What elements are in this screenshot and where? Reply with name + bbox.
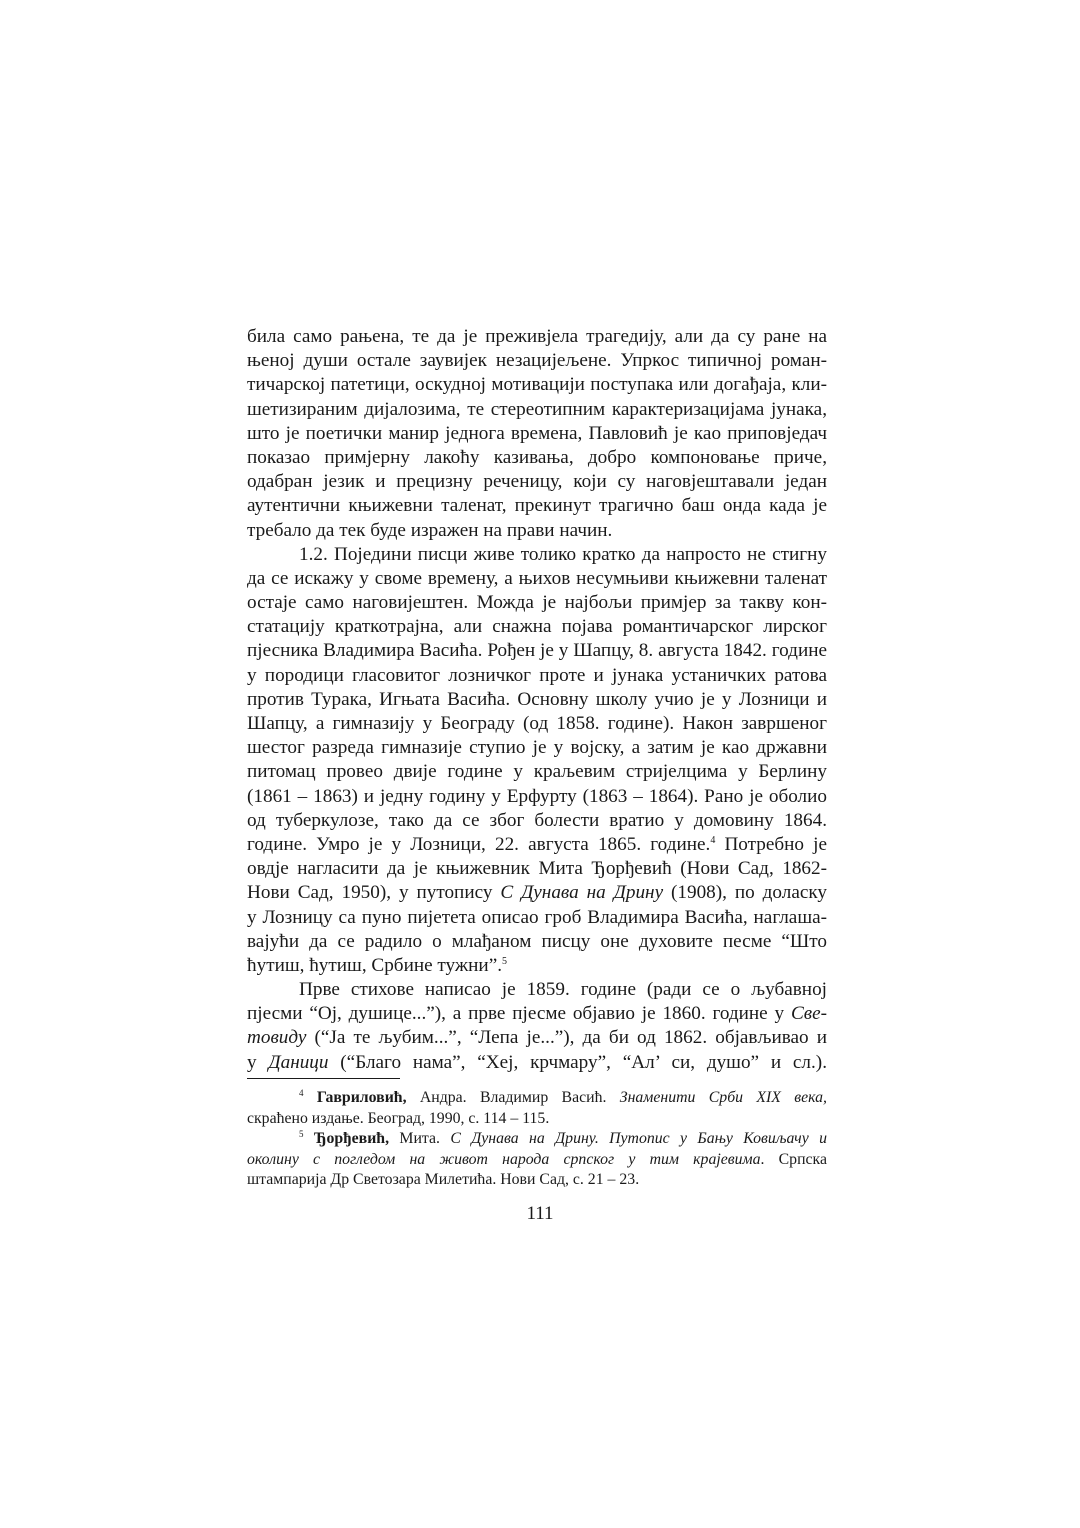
text-segment: у (247, 1051, 257, 1073)
text-line: одабран језик и прецизну реченицу, који су наговјештавали један (247, 471, 827, 493)
text-line (247, 833, 827, 857)
footnote-line: штампарија Др Светозара Милетића. Нови Сад, с. 21 – 23. (247, 1171, 640, 1189)
text-line: статацију краткотрајна, али снажна појава романтичарског лирског (247, 616, 827, 638)
text-line: шетизираним дијалозима, те стереотипним карактеризацијама јунака, (247, 398, 827, 420)
footnote-author: Ђорђевић, (313, 1130, 390, 1148)
italic-title: околину с погледом на живот народа српског у тим крајевима (247, 1150, 761, 1168)
text-segment: Мита. (389, 1130, 440, 1148)
text-segment: Андра. Владимир Васић. (406, 1089, 607, 1106)
text-line (247, 1002, 827, 1026)
footnote-author: Гавриловић, (316, 1089, 407, 1106)
text-line: 1.2. Поједини писци живе толико кратко да напросто не стигну (299, 543, 827, 565)
italic-title: Све- (790, 1003, 827, 1025)
text-line: што је поетички манир једнога времена, Павловић је као приповједач (247, 422, 827, 444)
text-line: овдје нагласити да је књижевник Мита Ђорђевић (Нови Сад, 1862- (247, 858, 827, 880)
text-segment: године. Умро је у Лозници, 22. августа 1865. године. (247, 833, 711, 855)
text-line: требало да тек буде изражен на прави начин. (247, 519, 613, 541)
text-line: била само рањена, те да је преживјела трагедију, али да су ране на (247, 326, 827, 347)
text-line: шестог разреда гимназије ступио је у војску, а затим је као државни (247, 737, 827, 759)
text-line: Прве стихове написао је 1859. године (ради се о љубавној (299, 979, 827, 1001)
text-line (247, 954, 827, 978)
text-segment: (“Благо нама”, “Хеј, крчмару”, “Ал’ си, душо” и сл.). (340, 1051, 827, 1073)
text-line: од туберкулозе, тако да се због болести вратио у домовину 1864. (247, 809, 827, 831)
text-segment: Нови Сад, 1950), у путопису (247, 882, 493, 904)
italic-title: товиду (247, 1027, 307, 1049)
footnote-ref[interactable]: 4 (710, 834, 716, 846)
main-text (247, 325, 827, 1075)
footnote-line (247, 1150, 827, 1171)
footnote-line: скраћено издање. Београд, 1990, с. 114 – 115. (247, 1109, 550, 1127)
text-line: у породици гласовитог лозничког проте и јунака устаничких ратова (247, 664, 827, 686)
text-line: аутентични књижевни таленат, прекинут трагично баш онда када је (247, 495, 827, 517)
text-line: пјесника Владимира Васића. Рођен је у Шапцу, 8. августа 1842. године (247, 640, 827, 662)
text-segment: ћутиш, ћутиш, Србине тужни”. (247, 954, 503, 976)
text-line: показао примјерну лакоћу казивања, добро компоновање приче, (247, 446, 827, 468)
text-segment: . Српска (760, 1150, 827, 1168)
text-line: тичарској патетици, оскудној мотивацији поступака или догађаја, кли- (247, 374, 827, 396)
italic-title: Знаменити Срби XIX века, (606, 1089, 827, 1106)
text-line: (1861 – 1863) и једну годину у Ерфурту (1863 – 1864). Рано је оболио (247, 785, 827, 807)
footnote-ref[interactable]: 5 (502, 955, 508, 967)
footnote-number: 5 (299, 1129, 304, 1140)
italic-title: Даници (268, 1051, 329, 1073)
text-segment: пјесми “Ој, душице...”), а прве пјесме објавио је 1860. године у (247, 1003, 785, 1025)
footnote-number: 4 (299, 1088, 304, 1098)
text-segment: Потребно је (715, 833, 827, 855)
italic-title: С Дунава на Дрину (500, 882, 664, 904)
text-segment: (“Ја те љубим...”, “Лепа је...”), да би од 1862. објављивао и (314, 1027, 827, 1049)
text-line: у Лозницу са пуно пијетета описао гроб Владимира Васића, наглаша- (247, 906, 827, 928)
footnote-line (247, 1088, 827, 1109)
text-line: питомац провео двије године у краљевим стријелцима у Берлину (247, 761, 827, 783)
footnote-line (247, 1129, 827, 1150)
italic-title: С Дунава на Дрину. Путопис у Бању Ковиљачу и (439, 1130, 827, 1148)
footnote-separator (247, 1078, 400, 1079)
page-number: 111 (526, 1203, 554, 1224)
text-line (247, 1026, 827, 1050)
text-segment: (1908), по доласку (663, 882, 828, 904)
footnotes (247, 1088, 827, 1191)
text-line: њеној души остале заувијек незацијељене. Упркос типичној роман- (247, 350, 827, 372)
text-line: против Турака, Игњата Васића. Основну школу учио је у Лозници и (247, 688, 827, 710)
text-line: Шапцу, а гимназију у Београду (од 1858. године). Након завршеног (247, 713, 827, 734)
text-line (247, 1051, 827, 1075)
text-line: остаје само наговијештен. Можда је најбољи примјер за такву кон- (247, 592, 827, 614)
text-line (247, 881, 827, 905)
text-line: да се искажу у своме времену, а њихов несумњиви књижевни таленат (247, 567, 827, 589)
text-line: вајући да се радило о млађаном писцу оне духовите песме “Што (247, 930, 827, 952)
